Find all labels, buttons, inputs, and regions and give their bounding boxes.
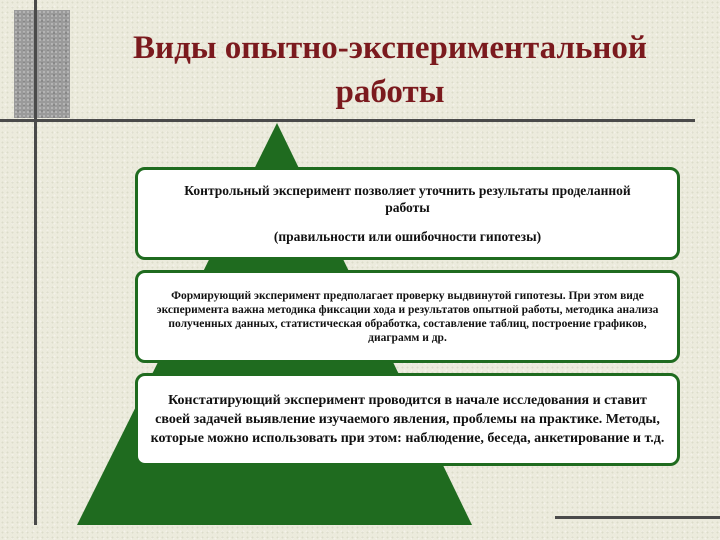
level-1-note: (правильности или ошибочности гипотезы) (273, 229, 542, 244)
level-3-text: Констатирующий эксперимент проводится в начале исследования и ставит своей задачей выявление изучаемого явления, проблемы на практике. Методы, которые можно использовать при этом: наблюдение, беседа, анкетирование и т.д. (150, 393, 665, 446)
pyramid-level-bottom (135, 373, 680, 466)
title-line-2: работы (335, 74, 445, 110)
level-2-text: Формирующий эксперимент предполагает проверку выдвинутой гипотезы. При этом виде эксперимента важна методика фиксации хода и результатов опытной работы, методика анализа полученных данных, статистическая обработка, составление таблиц, построение графиков, диаграмм и др. (156, 289, 659, 344)
pyramid-level-middle (135, 270, 680, 363)
level-1-text: Контрольный эксперимент позволяет уточнить результаты проделанной работы (184, 183, 631, 215)
pyramid-level-top (135, 167, 680, 260)
title-line-1: Виды опытно-экспериментальной (133, 30, 647, 66)
